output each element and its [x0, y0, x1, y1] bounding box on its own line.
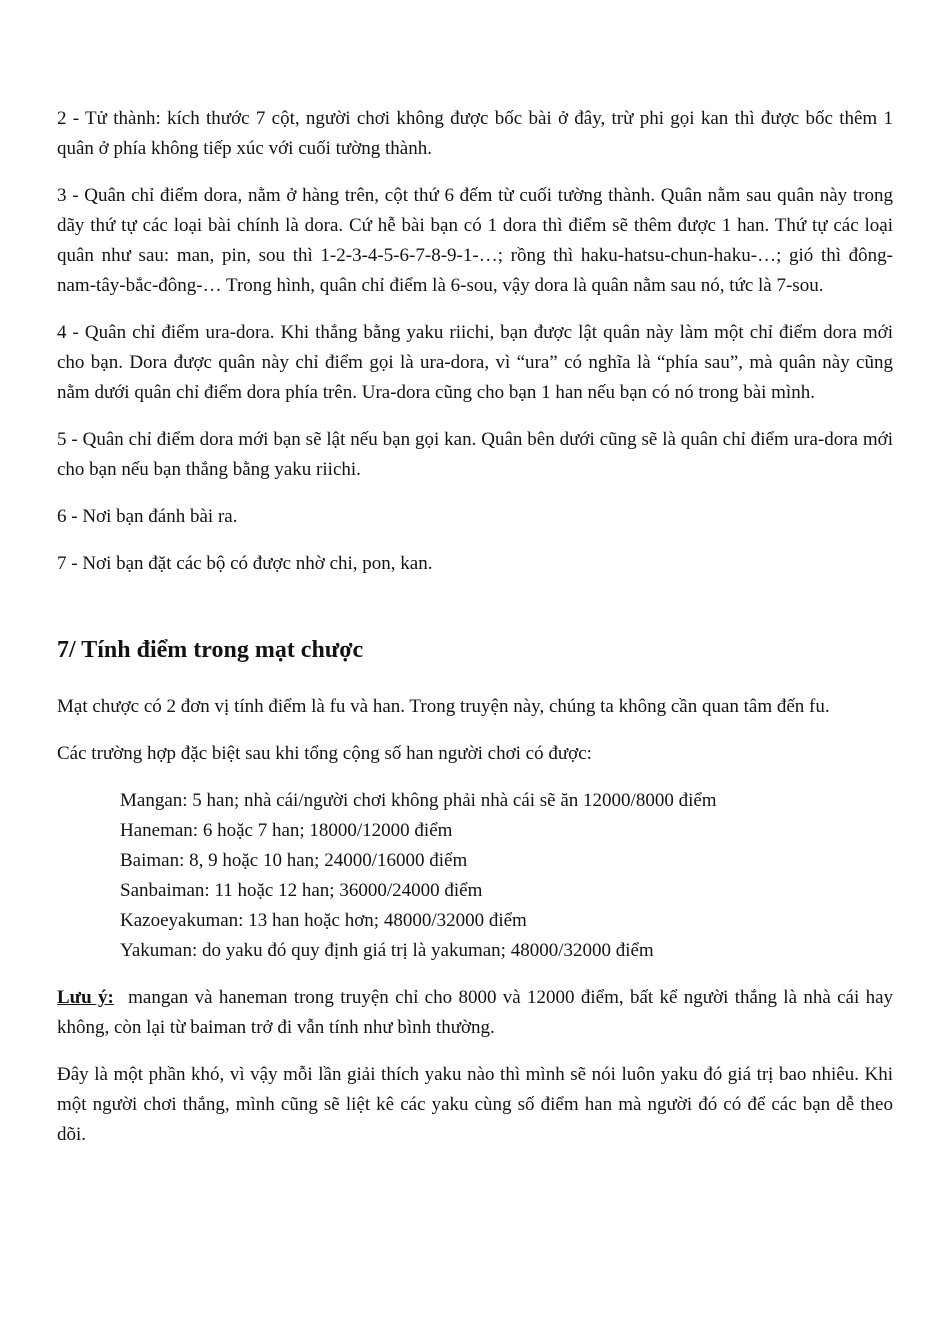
score-level-yakuman: Yakuman: do yaku đó quy định giá trị là yakuman; 48000/32000 điểm: [120, 940, 654, 961]
closing-paragraph: Đây là một phần khó, vì vậy mỗi lần giải thích yaku nào thì mình sẽ nói luôn yaku đó giá trị bao nhiêu. Khi một người chơi thắng, mình cũng sẽ liệt kê các yaku cùng số điểm han mà người đó có để các bạn dễ theo dõi.: [57, 1064, 893, 1145]
score-level-kazoeyakuman: Kazoeyakuman: 13 han hoặc hơn; 48000/32000 điểm: [120, 910, 527, 931]
note-paragraph-6: 6 - Nơi bạn đánh bài ra.: [57, 506, 238, 527]
note-paragraph-5: 5 - Quân chỉ điểm dora mới bạn sẽ lật nếu bạn gọi kan. Quân bên dưới cũng sẽ là quân chỉ điểm ura-dora mới cho bạn nếu bạn thắng bằng yaku riichi.: [57, 429, 893, 480]
score-level-haneman: Haneman: 6 hoặc 7 han; 18000/12000 điểm: [120, 820, 453, 841]
section-intro-paragraph: Mạt chược có 2 đơn vị tính điểm là fu và han. Trong truyện này, chúng ta không cần quan tâm đến fu.: [57, 696, 830, 717]
note-callout-text: mangan và haneman trong truyện chỉ cho 8000 và 12000 điểm, bất kể người thắng là nhà cái hay không, còn lại từ baiman trở đi vẫn tính như bình thường.: [57, 987, 894, 1038]
note-paragraph-2: 2 - Tử thành: kích thước 7 cột, người chơi không được bốc bài ở đây, trừ phi gọi kan thì được bốc thêm 1 quân ở phía không tiếp xúc với cuối tường thành.: [57, 108, 893, 159]
note-paragraph-3: 3 - Quân chỉ điểm dora, nằm ở hàng trên, cột thứ 6 đếm từ cuối tường thành. Quân nằm sau quân này trong dãy thứ tự các loại bài chính là dora. Cứ hễ bài bạn có 1 dora thì điểm sẽ thêm được 1 han. Thứ tự các loại quân như sau: man, pin, sou thì 1-2-3-4-5-6-7-8-9-1-…; rồng thì haku-hatsu-chun-haku-…; gió thì đông-nam-tây-bắc-đông-… Trong hình, quân chỉ điểm là 6-sou, vậy dora là quân nằm sau nó, tức là 7-sou.: [57, 185, 893, 296]
note-paragraph-4: 4 - Quân chỉ điểm ura-dora. Khi thắng bằng yaku riichi, bạn được lật quân này làm một chỉ điểm dora mới cho bạn. Dora được quân này chỉ điểm gọi là ura-dora, vì “ura” có nghĩa là “phía sau”, mà quân này cũng nằm dưới quân chỉ điểm dora phía trên. Ura-dora cũng cho bạn 1 han nếu bạn có nó trong bài mình.: [57, 322, 893, 403]
score-level-sanbaiman: Sanbaiman: 11 hoặc 12 han; 36000/24000 điểm: [120, 880, 483, 901]
score-level-list: [57, 786, 893, 966]
note-paragraph-7: 7 - Nơi bạn đặt các bộ có được nhờ chi, pon, kan.: [57, 553, 433, 574]
note-callout-label: Lưu ý:: [57, 987, 114, 1008]
score-level-mangan: Mangan: 5 han; nhà cái/người chơi không phải nhà cái sẽ ăn 12000/8000 điểm: [120, 790, 717, 811]
note-callout-paragraph: [57, 983, 893, 1043]
section-heading: 7/ Tính điểm trong mạt chược: [57, 637, 364, 663]
score-level-baiman: Baiman: 8, 9 hoặc 10 han; 24000/16000 điểm: [120, 850, 468, 871]
score-cases-intro: Các trường hợp đặc biệt sau khi tổng cộng số han người chơi có được:: [57, 743, 592, 764]
